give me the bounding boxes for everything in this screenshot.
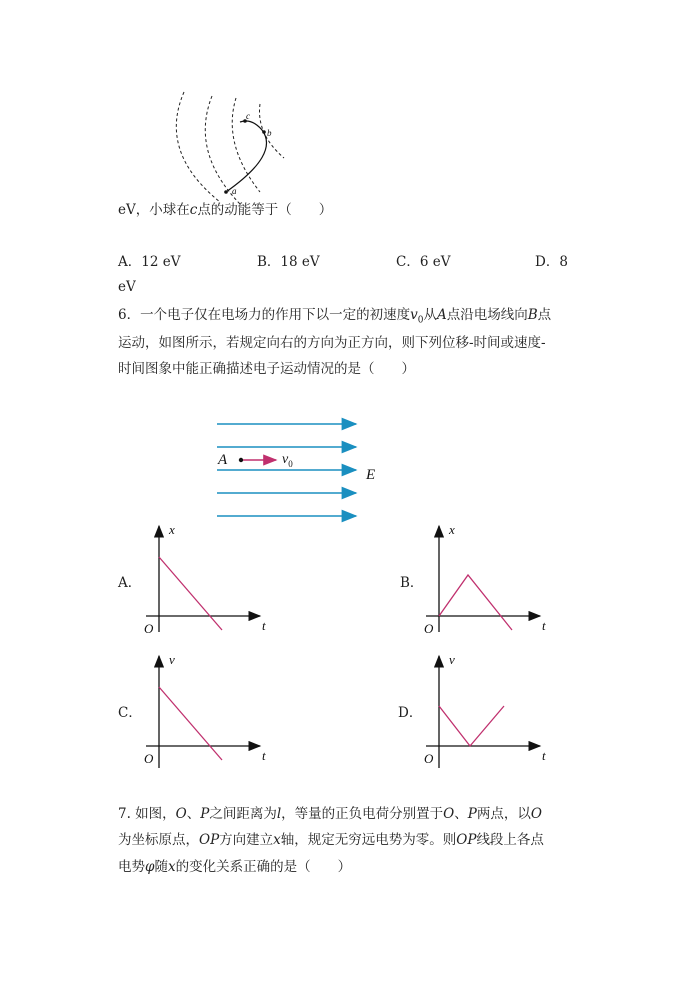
q5-option-d: D．8 (535, 254, 568, 270)
origin-label: O (144, 621, 154, 636)
q5-option-a: A．12 eV (118, 254, 181, 270)
graph-line (439, 706, 504, 746)
label-b: b (267, 128, 272, 138)
axis-label-x: t (262, 748, 266, 763)
graph-a-key: A． (118, 575, 142, 591)
axis-label-y: x (169, 522, 175, 537)
trajectory-curve (226, 121, 267, 192)
q5-option-c: C．6 eV (396, 254, 451, 270)
q6-line-1: 6．一个电子仅在电场力的作用下以一定的初速度$v_0$从A点沿电场线向B点 (118, 307, 552, 326)
graph-c (140, 650, 275, 770)
graph-d (420, 650, 555, 770)
graph-a (140, 520, 275, 640)
graph-line (159, 687, 222, 760)
trajectory-figure (160, 88, 310, 208)
graph-b (420, 520, 555, 640)
label-c: c (246, 111, 250, 121)
axis-label-y: v (449, 652, 455, 667)
point-a (224, 190, 228, 194)
label-E: E (366, 467, 376, 483)
origin-label: O (424, 751, 434, 766)
q5-option-d-wrap: eV (118, 279, 136, 295)
label-A: A (218, 452, 228, 468)
graph-line (159, 557, 222, 630)
equipotential-arc-1 (176, 92, 220, 202)
q7-line-2: 为坐标原点，OP方向建立x轴，规定无穷远电势为零。则OP线段上各点 (118, 832, 544, 848)
q5-option-b: B．18 eV (257, 254, 320, 270)
axis-label-y: v (169, 652, 175, 667)
axis-label-y: x (449, 522, 455, 537)
point-A (239, 458, 243, 462)
axis-label-x: t (542, 748, 546, 763)
q6-line-3: 时间图象中能正确描述电子运动情况的是（ ） (118, 361, 415, 377)
point-b (262, 130, 266, 134)
graph-d-key: D． (398, 705, 423, 721)
axis-label-x: t (262, 618, 266, 633)
origin-label: O (144, 751, 154, 766)
electric-field-figure (210, 412, 390, 527)
label-v0: $v_0$ (282, 452, 293, 469)
origin-label: O (424, 621, 434, 636)
label-a: a (232, 186, 237, 196)
q5-tail-line: eV，小球在c点的动能等于（ ） (118, 202, 333, 218)
q6-line-2: 运动，如图所示，若规定向右的方向为正方向，则下列位移-时间或速度- (118, 335, 546, 351)
axis-label-x: t (542, 618, 546, 633)
graph-line (439, 575, 512, 630)
graph-b-key: B． (400, 575, 424, 591)
q7-line-1: 7. 如图，O、P之间距离为l，等量的正负电荷分别置于O、P两点，以O (118, 806, 542, 822)
graph-c-key: C． (118, 705, 142, 721)
q7-line-3: 电势φ随x的变化关系正确的是（ ） (118, 859, 352, 875)
